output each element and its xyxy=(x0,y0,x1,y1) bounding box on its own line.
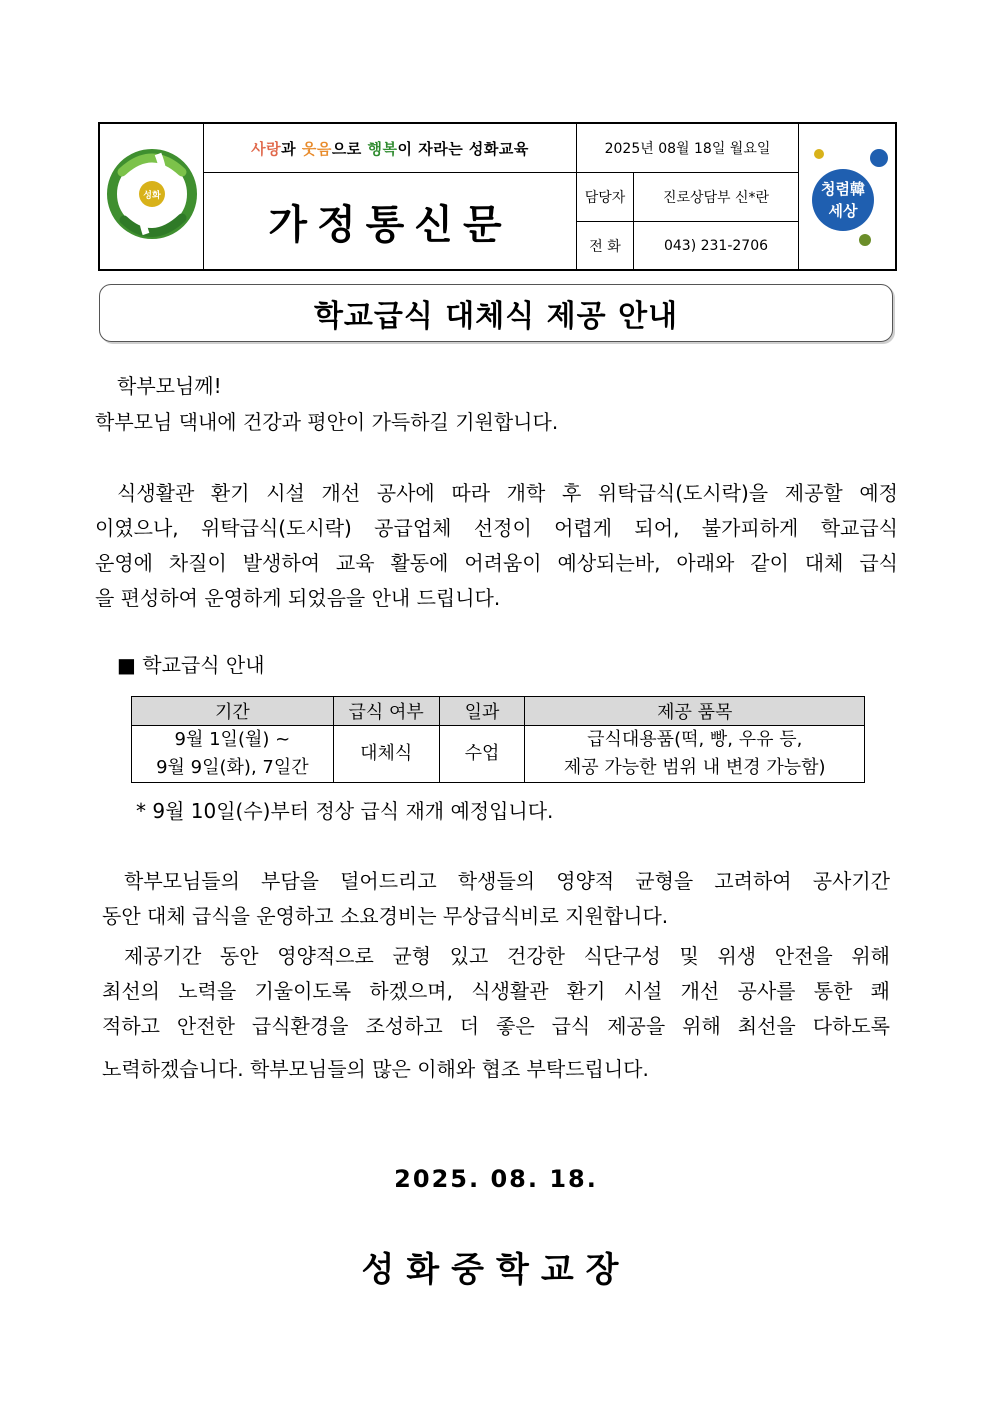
column-header: 기간 xyxy=(132,697,334,726)
integrity-logo xyxy=(799,124,895,269)
paragraph-2-line: 학부모님들의 부담을 덜어드리고 학생들의 영양적 균형을 고려하여 공사기간 xyxy=(124,869,890,893)
greeting: 학부모님께! xyxy=(117,374,222,398)
svg-text:청렴韓: 청렴韓 xyxy=(821,180,865,198)
column-header: 일과 xyxy=(439,697,525,726)
footnote: * 9월 10일(수)부터 정상 급식 재개 예정입니다. xyxy=(136,799,554,823)
notice-title: 학교급식 대체식 제공 안내 xyxy=(99,284,893,342)
paragraph-1-line: 을 편성하여 운영하게 되었음을 안내 드립니다. xyxy=(95,586,501,610)
table-header-row xyxy=(132,697,865,726)
integrity-emblem-icon xyxy=(799,124,895,269)
items-line: 제공 가능한 범위 내 변경 가능함) xyxy=(563,757,826,778)
school-emblem-icon xyxy=(100,124,203,269)
period-line: 9월 1일(월) ~ xyxy=(174,729,291,750)
school-logo xyxy=(100,124,203,269)
paragraph-1-line: 운영에 차질이 발생하여 교육 활동에 어려움이 예상되는바, 아래와 같이 대체 급식 xyxy=(95,551,898,575)
paragraph-1-line: 이였으나, 위탁급식(도시락) 공급업체 선정이 어렵게 되어, 불가피하게 학교급식 xyxy=(95,516,898,540)
document-date: 2025. 08. 18. xyxy=(394,1165,598,1193)
items-cell xyxy=(525,726,865,783)
paragraph-3-line: 노력하겠습니다. 학부모님들의 많은 이해와 협조 부탁드립니다. xyxy=(102,1057,649,1081)
greeting-line: 학부모님 댁내에 건강과 평안이 가득하길 기원합니다. xyxy=(95,410,559,434)
manager-value: 진로상담부 신*란 xyxy=(662,190,770,206)
column-header: 급식 여부 xyxy=(333,697,439,726)
school-slogan: 사랑 과 웃음 으로 행복 이 자라는 성화교육 xyxy=(251,139,529,158)
paragraph-3-line: 제공기간 동안 영양적으로 균형 있고 건강한 식단구성 및 위생 안전을 위해 xyxy=(124,944,890,968)
paragraph-1-line: 식생활관 환기 시설 개선 공사에 따라 개학 후 위탁급식(도시락)을 제공할 예정 xyxy=(117,481,898,505)
table-row xyxy=(132,726,865,783)
signer: 성화중학교장 xyxy=(361,1250,631,1290)
phone-label: 전 화 xyxy=(589,238,621,255)
period-line: 9월 9일(화), 7일간 xyxy=(156,757,309,778)
period-cell xyxy=(132,726,334,783)
meal-type-cell: 대체식 xyxy=(333,726,439,783)
paragraph-3-line: 적하고 안전한 급식환경을 조성하고 더 좋은 급식 제공을 위해 최선을 다하도록 xyxy=(102,1014,890,1038)
paragraph-2-line: 동안 대체 급식을 운영하고 소요경비는 무상급식비로 지원합니다. xyxy=(102,904,669,928)
manager-label: 담당자 xyxy=(584,190,626,206)
svg-text:성화: 성화 xyxy=(143,191,161,201)
svg-text:세상: 세상 xyxy=(828,202,858,220)
phone-value: 043) 231-2706 xyxy=(663,237,769,254)
items-line: 급식대용품(떡, 빵, 우유 등, xyxy=(587,729,803,750)
document-title: 가정통신문 xyxy=(268,201,512,248)
issue-date: 2025년 08월 18일 월요일 xyxy=(604,141,771,157)
section-heading: ■ 학교급식 안내 xyxy=(117,653,265,677)
schedule-cell: 수업 xyxy=(439,726,525,783)
paragraph-3-line: 최선의 노력을 기울이도록 하겠으며, 식생활관 환기 시설 개선 공사를 통한 쾌 xyxy=(102,979,890,1003)
column-header: 제공 품목 xyxy=(525,697,865,726)
meal-table xyxy=(131,696,865,783)
letterhead xyxy=(98,122,897,271)
